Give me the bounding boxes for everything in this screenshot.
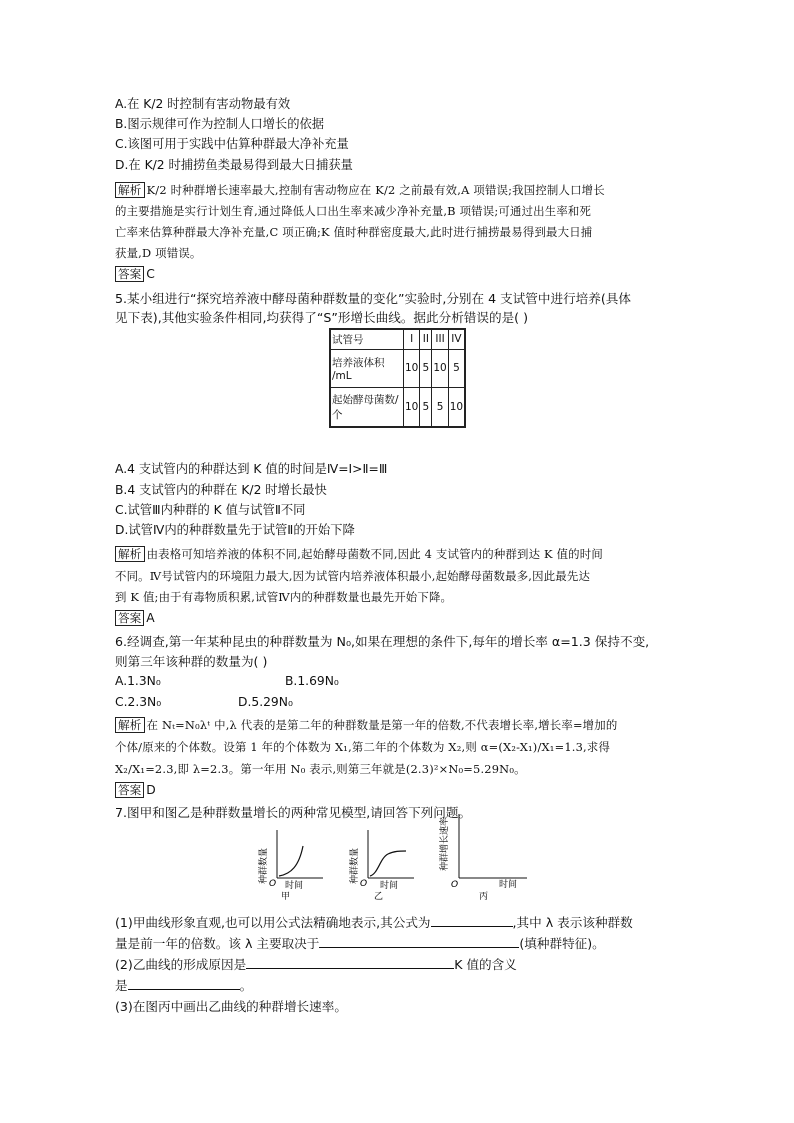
q6-option-b: B.1.69N₀ — [285, 674, 339, 688]
y-axis-label: 种群数量 — [259, 847, 269, 885]
table-cell: 5 — [432, 387, 448, 427]
analysis-tag: 解析 — [115, 546, 145, 562]
table-row — [330, 329, 465, 349]
table-row-header: 起始酵母菌数/ 个 — [330, 387, 404, 427]
q5-answer-value: A — [146, 611, 155, 625]
chart-bing-svg — [441, 808, 537, 900]
q6-analysis-line-1 — [115, 717, 617, 734]
answer-tag: 答案 — [115, 782, 144, 798]
q5-option-a: A.4 支试管内的种群达到 K 值的时间是Ⅳ=Ⅰ>Ⅱ=Ⅲ — [115, 462, 388, 476]
table-cell: IV — [448, 329, 465, 349]
q4-option-a: A.在 K/2 时控制有害动物最有效 — [115, 97, 291, 111]
table-row — [330, 349, 465, 387]
q5-analysis-line-2: 不同。Ⅳ号试管内的环境阻力最大,因为试管内培养液体积最小,起始酵母菌数最多,因此最先达 — [115, 569, 591, 583]
q6-answer — [115, 782, 156, 799]
y-axis-label: 种群数量 — [350, 847, 360, 885]
q6-answer-value: D — [146, 783, 156, 797]
q4-option-c: C.该图可用于实践中估算种群最大净补充量 — [115, 137, 349, 151]
s-curve — [370, 851, 406, 876]
q5-analysis-text: 由表格可知培养液的体积不同,起始酵母菌数不同,因此 4 支试管内的种群到达 K 值的时间 — [146, 547, 603, 561]
table-cell: 5 — [420, 349, 432, 387]
s-curve-cause-blank[interactable] — [246, 956, 454, 969]
q7-sub2-text-c: 是 — [115, 978, 128, 993]
q4-analysis-line-1 — [115, 182, 605, 199]
j-curve — [279, 846, 303, 876]
x-axis-label: 时间 — [380, 881, 399, 891]
chart-caption: 乙 — [374, 892, 384, 902]
table-cell: 10 — [448, 387, 465, 427]
q5-option-d: D.试管Ⅳ内的种群数量先于试管Ⅱ的开始下降 — [115, 523, 355, 537]
q7-sub2-text-a: (2)乙曲线的形成原因是 — [115, 957, 247, 972]
chart-jia-svg — [261, 818, 341, 900]
q7-sub2-line-2 — [115, 977, 252, 994]
q4-analysis-line-2: 的主要措施是实行计划生育,通过降低人口出生率来减少净补充量,B 项错误;可通过出生率和死 — [115, 204, 592, 218]
origin-label: O — [360, 879, 368, 889]
table-cell: III — [432, 329, 448, 349]
q5-analysis-line-1 — [115, 546, 603, 563]
q7-sub3: (3)在图丙中画出乙曲线的种群增长速率。 — [115, 999, 347, 1014]
chart-yi — [352, 818, 432, 903]
q7-sub2-text-b: K 值的含义 — [454, 957, 517, 972]
table-cell: 10 — [404, 387, 420, 427]
q7-sub1-text-d: (填种群特征)。 — [519, 936, 605, 951]
q7-sub1-text-b: ,其中 λ 表示该种群数 — [512, 915, 633, 930]
q5-answer — [115, 610, 155, 627]
q7-sub1-text-c: 量是前一年的倍数。该 λ 主要取决于 — [115, 936, 320, 951]
x-axis-label: 时间 — [285, 881, 304, 891]
q4-answer-value: C — [146, 267, 155, 281]
q6-analysis-line-2: 个体/原来的个体数。设第 1 年的个体数为 X₁,第二年的个体数为 X₂,则 α=(X₂-X₁)/X₁=1.3,求得 — [115, 740, 611, 754]
q7-sub1-line-1 — [115, 914, 633, 931]
analysis-tag: 解析 — [115, 717, 145, 733]
chart-caption: 丙 — [479, 892, 489, 902]
q5-stem-line-1: 5.某小组进行“探究培养液中酵母菌种群数量的变化”实验时,分别在 4 支试管中进行培养(具体 — [115, 291, 631, 306]
q5-stem-line-2: 见下表),其他实验条件相同,均获得了“S”形增长曲线。据此分析错误的是( ) — [115, 310, 529, 325]
q4-analysis-text: K/2 时种群增长速率最大,控制有害动物应在 K/2 之前最有效,A 项错误;我国控制人口增长 — [146, 183, 605, 197]
lambda-factor-blank[interactable] — [319, 935, 519, 948]
table-row-header: 试管号 — [330, 329, 404, 349]
q6-option-d: D.5.29N₀ — [238, 695, 293, 709]
x-axis-label: 时间 — [499, 880, 518, 890]
y-axis-label: 种群增长速率 — [440, 816, 450, 872]
table-cell: 10 — [404, 349, 420, 387]
q4-option-d: D.在 K/2 时捕捞鱼类最易得到最大日捕获量 — [115, 158, 353, 172]
q7-stem: 7.图甲和图乙是种群数量增长的两种常见模型,请回答下列问题。 — [115, 805, 472, 820]
q4-option-b: B.图示规律可作为控制人口增长的依据 — [115, 117, 325, 131]
q5-experiment-table — [329, 328, 466, 428]
chart-yi-svg — [352, 818, 432, 900]
chart-bing — [441, 808, 537, 903]
q6-option-c: C.2.3N₀ — [115, 695, 162, 709]
table-cell: 5 — [448, 349, 465, 387]
table-cell: I — [404, 329, 420, 349]
answer-tag: 答案 — [115, 266, 144, 282]
origin-label: O — [451, 880, 459, 890]
q6-analysis-text: 在 Nₜ=N₀λᵗ 中,λ 代表的是第二年的种群数量是第一年的倍数,不代表增长率,增长率=增加的 — [146, 718, 618, 732]
table-cell: 5 — [420, 387, 432, 427]
table-row-header: 培养液体积 /mL — [330, 349, 404, 387]
table-row — [330, 387, 465, 427]
chart-caption: 甲 — [281, 892, 291, 902]
q7-sub2-text-d: 。 — [239, 978, 253, 993]
analysis-tag: 解析 — [115, 182, 145, 198]
chart-jia — [261, 818, 341, 903]
q7-sub1-line-2 — [115, 935, 605, 952]
q7-sub2-line-1 — [115, 956, 517, 973]
q4-analysis-line-4: 获量,D 项错误。 — [115, 246, 202, 260]
q7-sub1-text-a: (1)甲曲线形象直观,也可以用公式法精确地表示,其公式为 — [115, 915, 431, 930]
table-cell: II — [420, 329, 432, 349]
formula-blank[interactable] — [431, 914, 513, 927]
q4-analysis-line-3: 亡率来估算种群最大净补充量,C 项正确;K 值时种群密度最大,此时进行捕捞最易得到最大日捕 — [115, 225, 593, 239]
origin-label: O — [269, 879, 277, 889]
q5-option-b: B.4 支试管内的种群在 K/2 时增长最快 — [115, 483, 327, 497]
q5-analysis-line-3: 到 K 值;由于有毒物质积累,试管Ⅳ内的种群数量也最先开始下降。 — [115, 590, 453, 604]
q6-stem-line-2: 则第三年该种群的数量为( ) — [115, 654, 268, 669]
q6-option-a: A.1.3N₀ — [115, 674, 161, 688]
q6-analysis-line-3: X₂/X₁=2.3,即 λ=2.3。第一年用 N₀ 表示,则第三年就是(2.3)²×N₀=5.29N₀。 — [115, 762, 526, 776]
q5-option-c: C.试管Ⅲ内种群的 K 值与试管Ⅱ不同 — [115, 503, 306, 517]
q6-stem-line-1: 6.经调查,第一年某种昆虫的种群数量为 N₀,如果在理想的条件下,每年的增长率 α=1.3 保持不变, — [115, 634, 650, 649]
answer-tag: 答案 — [115, 610, 144, 626]
q4-answer — [115, 266, 155, 283]
table-cell: 10 — [432, 349, 448, 387]
k-meaning-blank[interactable] — [128, 977, 240, 990]
